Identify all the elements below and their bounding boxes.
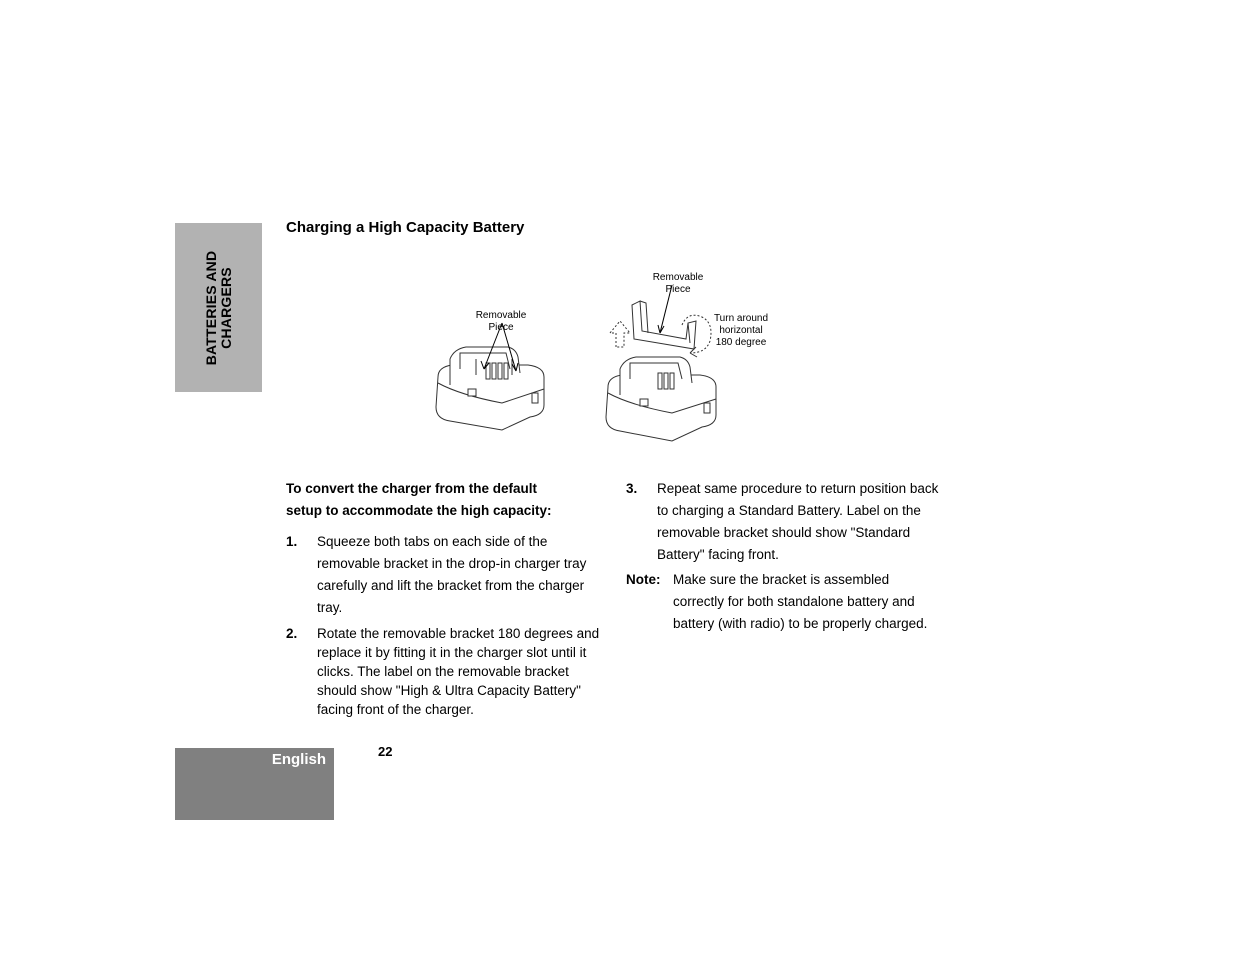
step-2-text	[317, 624, 599, 719]
conversion-intro: To convert the charger from the default setup to accommodate the high capacity:	[286, 481, 552, 518]
charger-illustration	[420, 265, 780, 450]
step-3-line: Repeat same procedure to return position back	[657, 481, 939, 496]
step-3-text	[657, 478, 938, 566]
step-3-line: removable bracket should show "Standard	[657, 525, 911, 540]
section-side-tab	[175, 223, 262, 392]
step-2-line: clicks. The label on the removable bracket	[317, 664, 569, 679]
note-label: Note:	[626, 572, 661, 587]
left-removable-piece-label: Removable Piece	[475, 310, 527, 333]
language-tab	[175, 748, 334, 820]
note-line: Make sure the bracket is assembled	[673, 572, 890, 587]
step-1-line: Squeeze both tabs on each side of the	[317, 534, 548, 549]
language-label: English	[271, 751, 326, 768]
step-3-number: 3.	[626, 481, 638, 496]
step-3-line: to charging a Standard Battery. Label on the	[657, 503, 921, 518]
page-number: 22	[378, 744, 393, 759]
step-1-line: tray.	[317, 600, 343, 615]
step-2-line: Rotate the removable bracket 180 degrees and	[317, 626, 600, 641]
step-2-line: replace it by fitting it in the charger slot until it	[317, 645, 587, 660]
step-1-text	[317, 531, 586, 619]
section-heading: Charging a High Capacity Battery	[286, 219, 525, 236]
step-2-number: 2.	[286, 626, 298, 641]
charger-drawing	[420, 265, 780, 450]
right-removable-piece-label: Removable Piece	[652, 272, 704, 295]
note-text	[673, 569, 927, 635]
step-1-number: 1.	[286, 534, 298, 549]
step-1-line: carefully and lift the bracket from the charger	[317, 578, 585, 593]
step-3-line: Battery" facing front.	[657, 547, 779, 562]
section-tab-line-1: BATTERIES AND	[202, 250, 219, 365]
rotation-instruction-label: Turn around horizontal 180 degree	[713, 313, 769, 348]
step-2-line: should show "High & Ultra Capacity Battery"	[317, 683, 581, 698]
note-line: correctly for both standalone battery and	[673, 594, 915, 609]
step-2-line: facing front of the charger.	[317, 702, 474, 717]
section-tab-title	[204, 250, 234, 365]
section-tab-line-2: CHARGERS	[217, 266, 234, 349]
step-1-line: removable bracket in the drop-in charger tray	[317, 556, 587, 571]
note-line: battery (with radio) to be properly charged.	[673, 616, 928, 631]
